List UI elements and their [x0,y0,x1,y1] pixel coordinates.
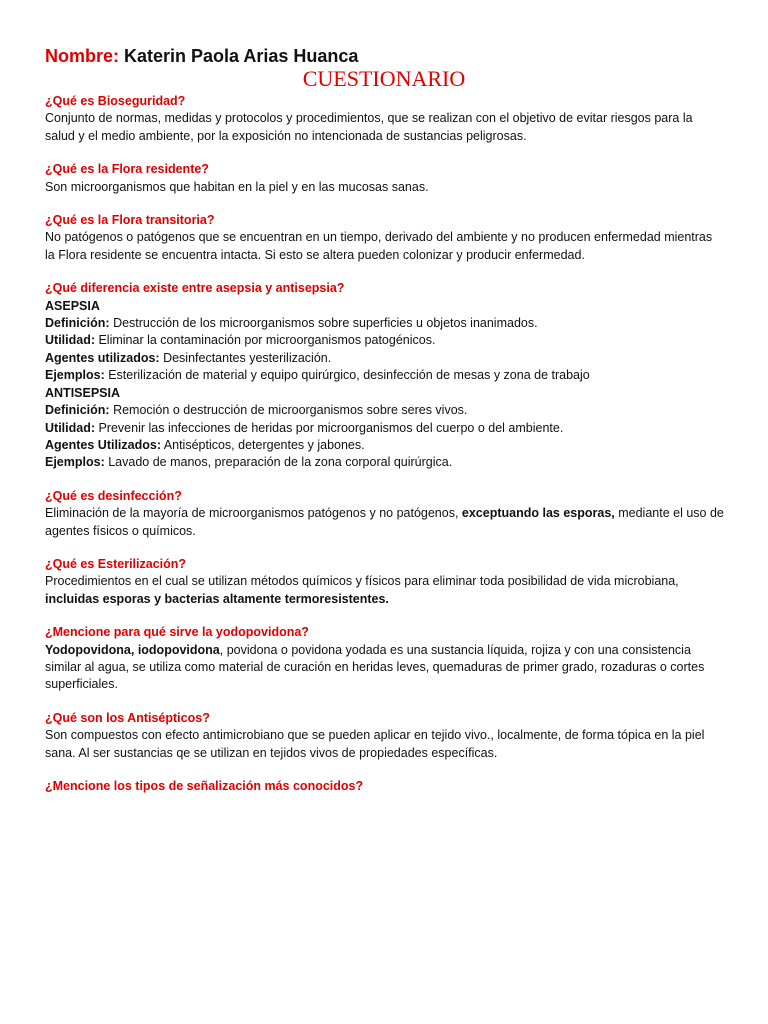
asepsia-agentes: Agentes utilizados: Desinfectantes yesterilización. [45,350,332,365]
question-bioseguridad: ¿Qué es Bioseguridad? [45,94,186,108]
asepsia-heading: ASEPSIA [45,298,100,313]
student-name: Katerin Paola Arias Huanca [119,46,359,66]
answer-antisepticos: Son compuestos con efecto antimicrobiano que se pueden aplicar en tejido vivo., localmente, de forma tópica en la piel sana. Al ser sustancias qe se utilizan en tejidos vivos de propiedades específicas. [45,728,705,760]
questionnaire-body [45,93,725,795]
antisepsia-ejemplos: Ejemplos: Lavado de manos, preparación de la zona corporal quirúrgica. [45,455,453,470]
answer-yodopovidona: Yodopovidona, iodopovidona, povidona o povidona yodada es una sustancia líquida, rojiza y con una consistencia similar al agua, se utiliza como material de curación en heridas leves, quemaduras de primer grado, rozaduras o cortes superficiales. [45,642,705,692]
student-name-line [45,46,358,67]
question-flora-transitoria: ¿Qué es la Flora transitoria? [45,213,215,228]
question-esterilizacion: ¿Qué es Esterilización? [45,556,187,571]
question-yodopovidona: ¿Mencione para qué sirve la yodopovidona? [45,625,309,640]
asepsia-ejemplos: Ejemplos: Esterilización de material y equipo quirúrgico, desinfección de mesas y zona de trabajo [45,368,590,383]
question-senalizacion: ¿Mencione los tipos de señalización más conocidos? [45,779,364,793]
answer-desinfeccion: Eliminación de la mayoría de microorganismos patógenos y no patógenos, exceptuando las esporas, mediante el uso de agentes físicos o químicos. [45,506,724,538]
question-asepsia-antisepsia: ¿Qué diferencia existe entre asepsia y antisepsia? [45,281,345,296]
name-label: Nombre: [45,46,120,66]
antisepsia-agentes: Agentes Utilizados: Antisépticos, detergentes y jabones. [45,437,365,452]
answer-esterilizacion: Procedimientos en el cual se utilizan métodos químicos y físicos para eliminar toda posibilidad de vida microbiana, incluidas esporas y bacterias altamente termoresistentes. [45,574,679,606]
answer-bioseguridad: Conjunto de normas, medidas y protocolos y procedimientos, que se realizan con el objetivo de evitar riesgos para la salud y el medio ambiente, por la exposición no intencionada de sustancias peligrosas. [45,111,693,143]
question-flora-residente: ¿Qué es la Flora residente? [45,162,209,177]
antisepsia-definicion: Definición: Remoción o destrucción de microorganismos sobre seres vivos. [45,403,468,418]
asepsia-definicion: Definición: Destrucción de los microorganismos sobre superficies u objetos inanimados. [45,316,538,331]
antisepsia-heading: ANTISEPSIA [45,385,121,400]
document-title: CUESTIONARIO [302,66,466,91]
answer-flora-transitoria: No patógenos o patógenos que se encuentran en un tiempo, derivado del ambiente y no producen enfermedad mientras la Flora residente se encuentra intacta. Si esto se altera pueden colonizar y producir enfermedad. [45,230,713,262]
antisepsia-utilidad: Utilidad: Prevenir las infecciones de heridas por microorganismos del cuerpo o del ambiente. [45,420,564,435]
asepsia-utilidad: Utilidad: Eliminar la contaminación por microorganismos patogénicos. [45,333,436,348]
question-desinfeccion: ¿Qué es desinfección? [45,488,182,503]
answer-flora-residente: Son microorganismos que habitan en la piel y en las mucosas sanas. [45,179,429,194]
question-antisepticos: ¿Qué son los Antisépticos? [45,710,210,725]
